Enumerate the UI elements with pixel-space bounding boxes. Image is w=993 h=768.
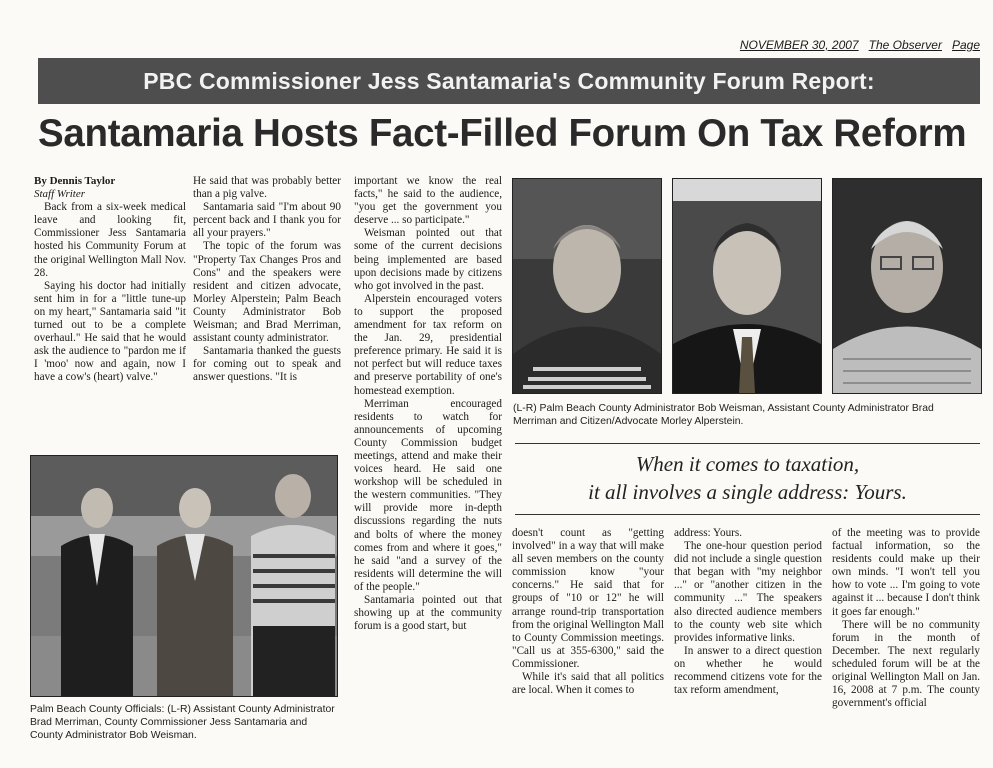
- paragraph: important we know the real facts," he said to the audience, "you get the government you deserve ... so participate.": [354, 175, 502, 227]
- article-column-6: [832, 527, 980, 751]
- section-banner: PBC Commissioner Jess Santamaria's Community Forum Report:: [38, 58, 980, 104]
- paragraph: In answer to a direct question on whether he would recommend citizens vote for the tax reform amendment,: [674, 644, 822, 697]
- article-column-5: [674, 527, 822, 751]
- pull-quote-line-2: it all involves a single address: Yours.: [588, 480, 907, 504]
- paragraph: He said that was probably better than a pig valve.: [193, 175, 341, 201]
- paragraph: Santamaria said "I'm about 90 percent back and I thank you for all your prayers.": [193, 201, 341, 240]
- portrait-photo-weisman: [512, 178, 662, 394]
- pull-quote: [515, 443, 980, 515]
- paragraph: Santamaria pointed out that showing up at the community forum is a good start, but: [354, 594, 502, 633]
- pull-quote-line-1: When it comes to taxation,: [635, 452, 860, 476]
- paragraph: Weisman pointed out that some of the current decisions being implemented are based upon decisions made by citizens who got involved in the past.: [354, 227, 502, 292]
- article-column-4: [512, 527, 664, 751]
- paragraph: doesn't count as "getting involved" in a way that will make all seven members on the county commission know "your concerns." He said that for groups of "10 or 12" he will arrange round-trip transportation from the original Wellington Mall to County Commission meetings. "Call us at 355-6300," said the Commissioner.: [512, 527, 664, 670]
- article-column-2: [193, 175, 341, 445]
- dateline: [600, 38, 980, 52]
- paragraph: There will be no community forum in the month of December. The next regularly scheduled forum will be at the original Wellington Mall on Jan. 16, 2008 at 7 p.m. The county government's official: [832, 618, 980, 710]
- article-column-3: [354, 175, 502, 751]
- portrait-photo-alperstein: [832, 178, 982, 394]
- paragraph: The topic of the forum was "Property Tax Changes Pros and Cons" and the speakers were resident and citizen advocate, Morley Alperstein; Palm Beach County Administrator Bob Weisman; and Brad Merriman, assistant county administrator.: [193, 240, 341, 345]
- paragraph: While it's said that all politics are local. When it comes to: [512, 671, 664, 697]
- article-column-1: [34, 175, 186, 445]
- group-photo-caption: Palm Beach County Officials: (L-R) Assistant County Administrator Brad Merriman, County Commissioner Jess Santamaria and County Administrator Bob Weisman.: [30, 704, 335, 741]
- paragraph: Merriman encouraged residents to watch for announcements of upcoming County Commission budget meetings, attend and make their voices heard. He said one workshop will be scheduled in the western communities. "They will provide more in-depth discussions regarding the nuts and bolts of where the money comes from and where it goes," he said "and a survey of the residents will determine the will of the people.": [354, 397, 502, 593]
- byline-role: Staff Writer: [34, 188, 86, 201]
- paragraph: Saying his doctor had initially sent him in for a "little tune-up on my heart," Santamaria said "it turned out to be a complete overhaul." He said that he would ask the audience to "pardon me if I 'moo' now and again, now I have a cow's (heart) valve.": [34, 279, 186, 384]
- article-headline: Santamaria Hosts Fact-Filled Forum On Tax Reform: [38, 112, 967, 155]
- paper-name: The Observer: [868, 38, 942, 52]
- issue-date: NOVEMBER 30, 2007: [739, 38, 859, 52]
- group-photo: [30, 455, 338, 697]
- portrait-photo-merriman: [672, 178, 822, 394]
- page-label: Page: [951, 38, 980, 52]
- portrait-caption: (L-R) Palm Beach County Administrator Bob Weisman, Assistant County Administrator Brad Merriman and Citizen/Advocate Morley Alperstein.: [513, 403, 934, 427]
- paragraph: Alperstein encouraged voters to support the proposed amendment for tax reform on the Jan. 29, presidential preference primary. He said it is not perfect but will reduce taxes and preserve portability of one's homestead exemption.: [354, 292, 502, 397]
- paragraph: Santamaria thanked the guests for coming out to speak and answer questions. "It is: [193, 345, 341, 384]
- byline: By Dennis Taylor: [34, 175, 116, 187]
- paragraph: The one-hour question period did not include a single question that began with "my neighbor ..." or "another citizen in the community ..." The speakers also directed audience members to the county web site which provides informative links.: [674, 540, 822, 644]
- paragraph: address: Yours.: [674, 527, 743, 539]
- paragraph: of the meeting was to provide factual information, so the residents could make up their own minds. "I won't tell you how to vote ... I'm going to vote against it ... because I don't think it goes far enough.": [832, 527, 980, 618]
- paragraph: Back from a six-week medical leave and looking fit, Commissioner Jess Santamaria hosted his Community Forum at the original Wellington Mall Nov. 28.: [34, 201, 186, 279]
